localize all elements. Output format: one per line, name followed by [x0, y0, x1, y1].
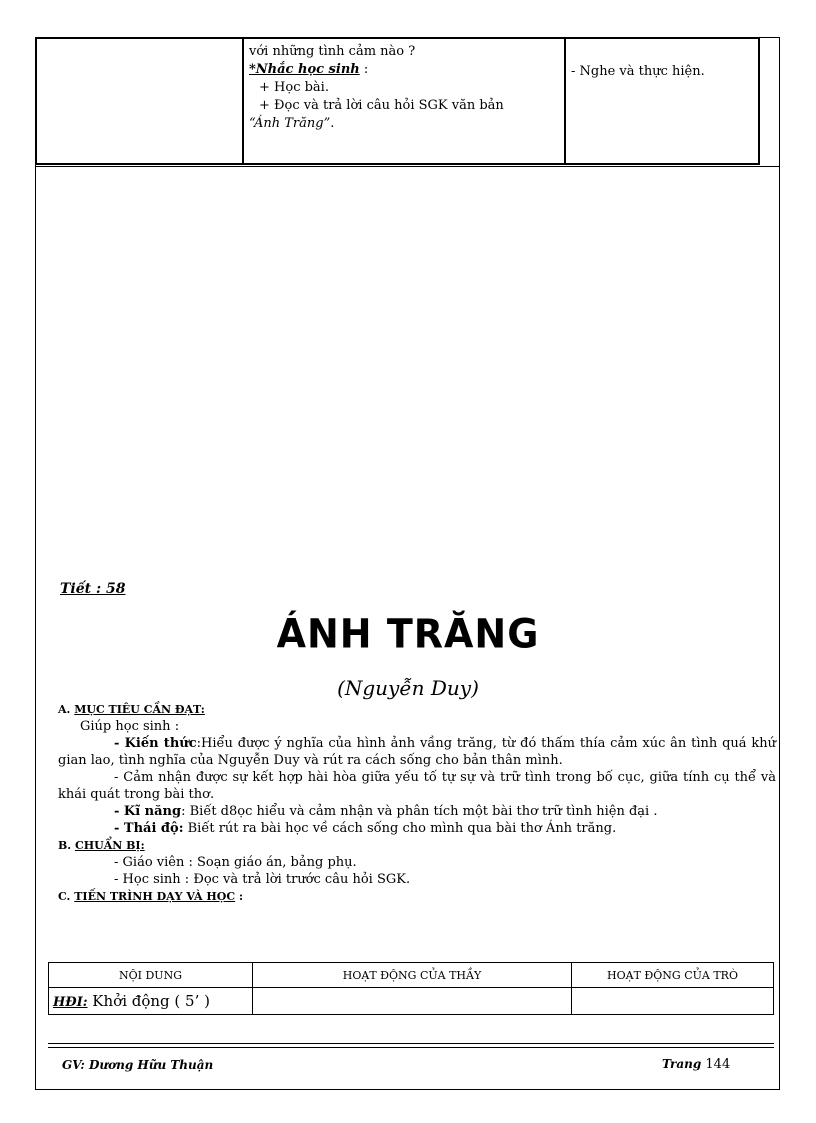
footer-rule: [48, 1047, 774, 1048]
section-a-intro: Giúp học sinh :: [80, 719, 180, 734]
activity-label-cell: [49, 988, 253, 1015]
table-row: [36, 38, 759, 164]
remind-line: [249, 61, 559, 79]
remind-suffix: :: [359, 62, 369, 77]
header-cell: HOẠT ĐỘNG CỦA THẦY: [253, 963, 572, 988]
table-cell: [253, 988, 572, 1015]
ki-nang-label: - Kĩ năng: [114, 804, 182, 819]
table-cell-teacher: [243, 38, 565, 164]
page-number: [662, 1057, 730, 1072]
thai-do-text: Biết rút ra bài học về cách sống cho mình qua bài thơ Ánh trăng.: [183, 821, 617, 836]
cam-nhan: - Cảm nhận được sự kết hợp hài hòa giữa yếu tố tự sự và trữ tình trong bố cục, giữa tính cụ thể và khái quát trong bài thơ.: [58, 770, 776, 802]
table-header-row: [49, 963, 774, 988]
activity-table: [48, 962, 774, 1015]
section-suffix: :: [235, 890, 244, 903]
section-b-line: - Giáo viên : Soạn giáo án, bảng phụ.: [114, 855, 357, 870]
divider: [35, 166, 780, 167]
activity-label: HĐI:: [53, 995, 88, 1010]
page-label: Trang: [662, 1057, 702, 1071]
student-action: - Nghe và thực hiện.: [571, 64, 705, 79]
remind-label: *Nhắc học sinh: [249, 62, 360, 77]
lesson-body: [58, 701, 776, 905]
table-cell-student: [565, 38, 759, 164]
header-cell: NỘI DUNG: [49, 963, 253, 988]
cell-line: + Học bài.: [259, 80, 329, 95]
kien-thuc-text: :Hiểu được ý nghĩa của hình ảnh vầng trăng, từ đó thấm thía cảm xúc ân tình quá khứ gian lao, tình nghĩa của Nguyễn Duy và rút ra cách sống cho bản thân mình.: [58, 736, 776, 768]
page-border: [35, 37, 780, 1090]
section-a-heading: [58, 701, 776, 718]
cell-line: với những tình cảm nào ?: [249, 44, 416, 59]
footer-rule: [48, 1043, 774, 1044]
activity-text: Khởi động ( 5’ ): [87, 992, 210, 1010]
poem-title: “Ánh Trăng”: [249, 116, 331, 131]
table-cell-content: [36, 38, 243, 164]
section-title: TIẾN TRÌNH DẠY VÀ HỌC: [74, 890, 236, 903]
thai-do: [58, 820, 776, 837]
top-activity-table: [35, 37, 760, 165]
teacher-name: GV: Dương Hữu Thuận: [62, 1058, 214, 1072]
section-prefix: A.: [58, 703, 75, 716]
section-title: CHUẨN BỊ:: [74, 839, 145, 852]
table-cell: [572, 988, 774, 1015]
ki-nang: [58, 803, 776, 820]
lesson-author: (Nguyễn Duy): [337, 676, 479, 700]
section-b-heading: [58, 837, 776, 854]
lesson-number: Tiết : 58: [60, 581, 126, 597]
section-prefix: B.: [58, 839, 75, 852]
kien-thuc: [58, 735, 776, 769]
section-c-heading: [58, 888, 776, 905]
section-prefix: C.: [58, 890, 75, 903]
thai-do-label: - Thái độ:: [114, 821, 184, 836]
ki-nang-text: : Biết d8ọc hiểu và cảm nhận và phân tích một bài thơ trữ tình hiện đại .: [181, 804, 658, 819]
section-title: MỤC TIÊU CẦN ĐẠT:: [74, 703, 205, 716]
table-row: [49, 988, 774, 1015]
poem-title-suffix: .: [330, 116, 335, 131]
kien-thuc-label: - Kiến thức: [114, 736, 197, 751]
section-b-line: - Học sinh : Đọc và trả lời trước câu hỏi SGK.: [114, 872, 411, 887]
poem-title-line: [249, 115, 559, 133]
cell-line: + Đọc và trả lời câu hỏi SGK văn bản: [259, 98, 504, 113]
header-cell: HOẠT ĐỘNG CỦA TRÒ: [572, 963, 774, 988]
lesson-title: ÁNH TRĂNG: [276, 610, 540, 658]
page-value: 144: [701, 1057, 731, 1072]
